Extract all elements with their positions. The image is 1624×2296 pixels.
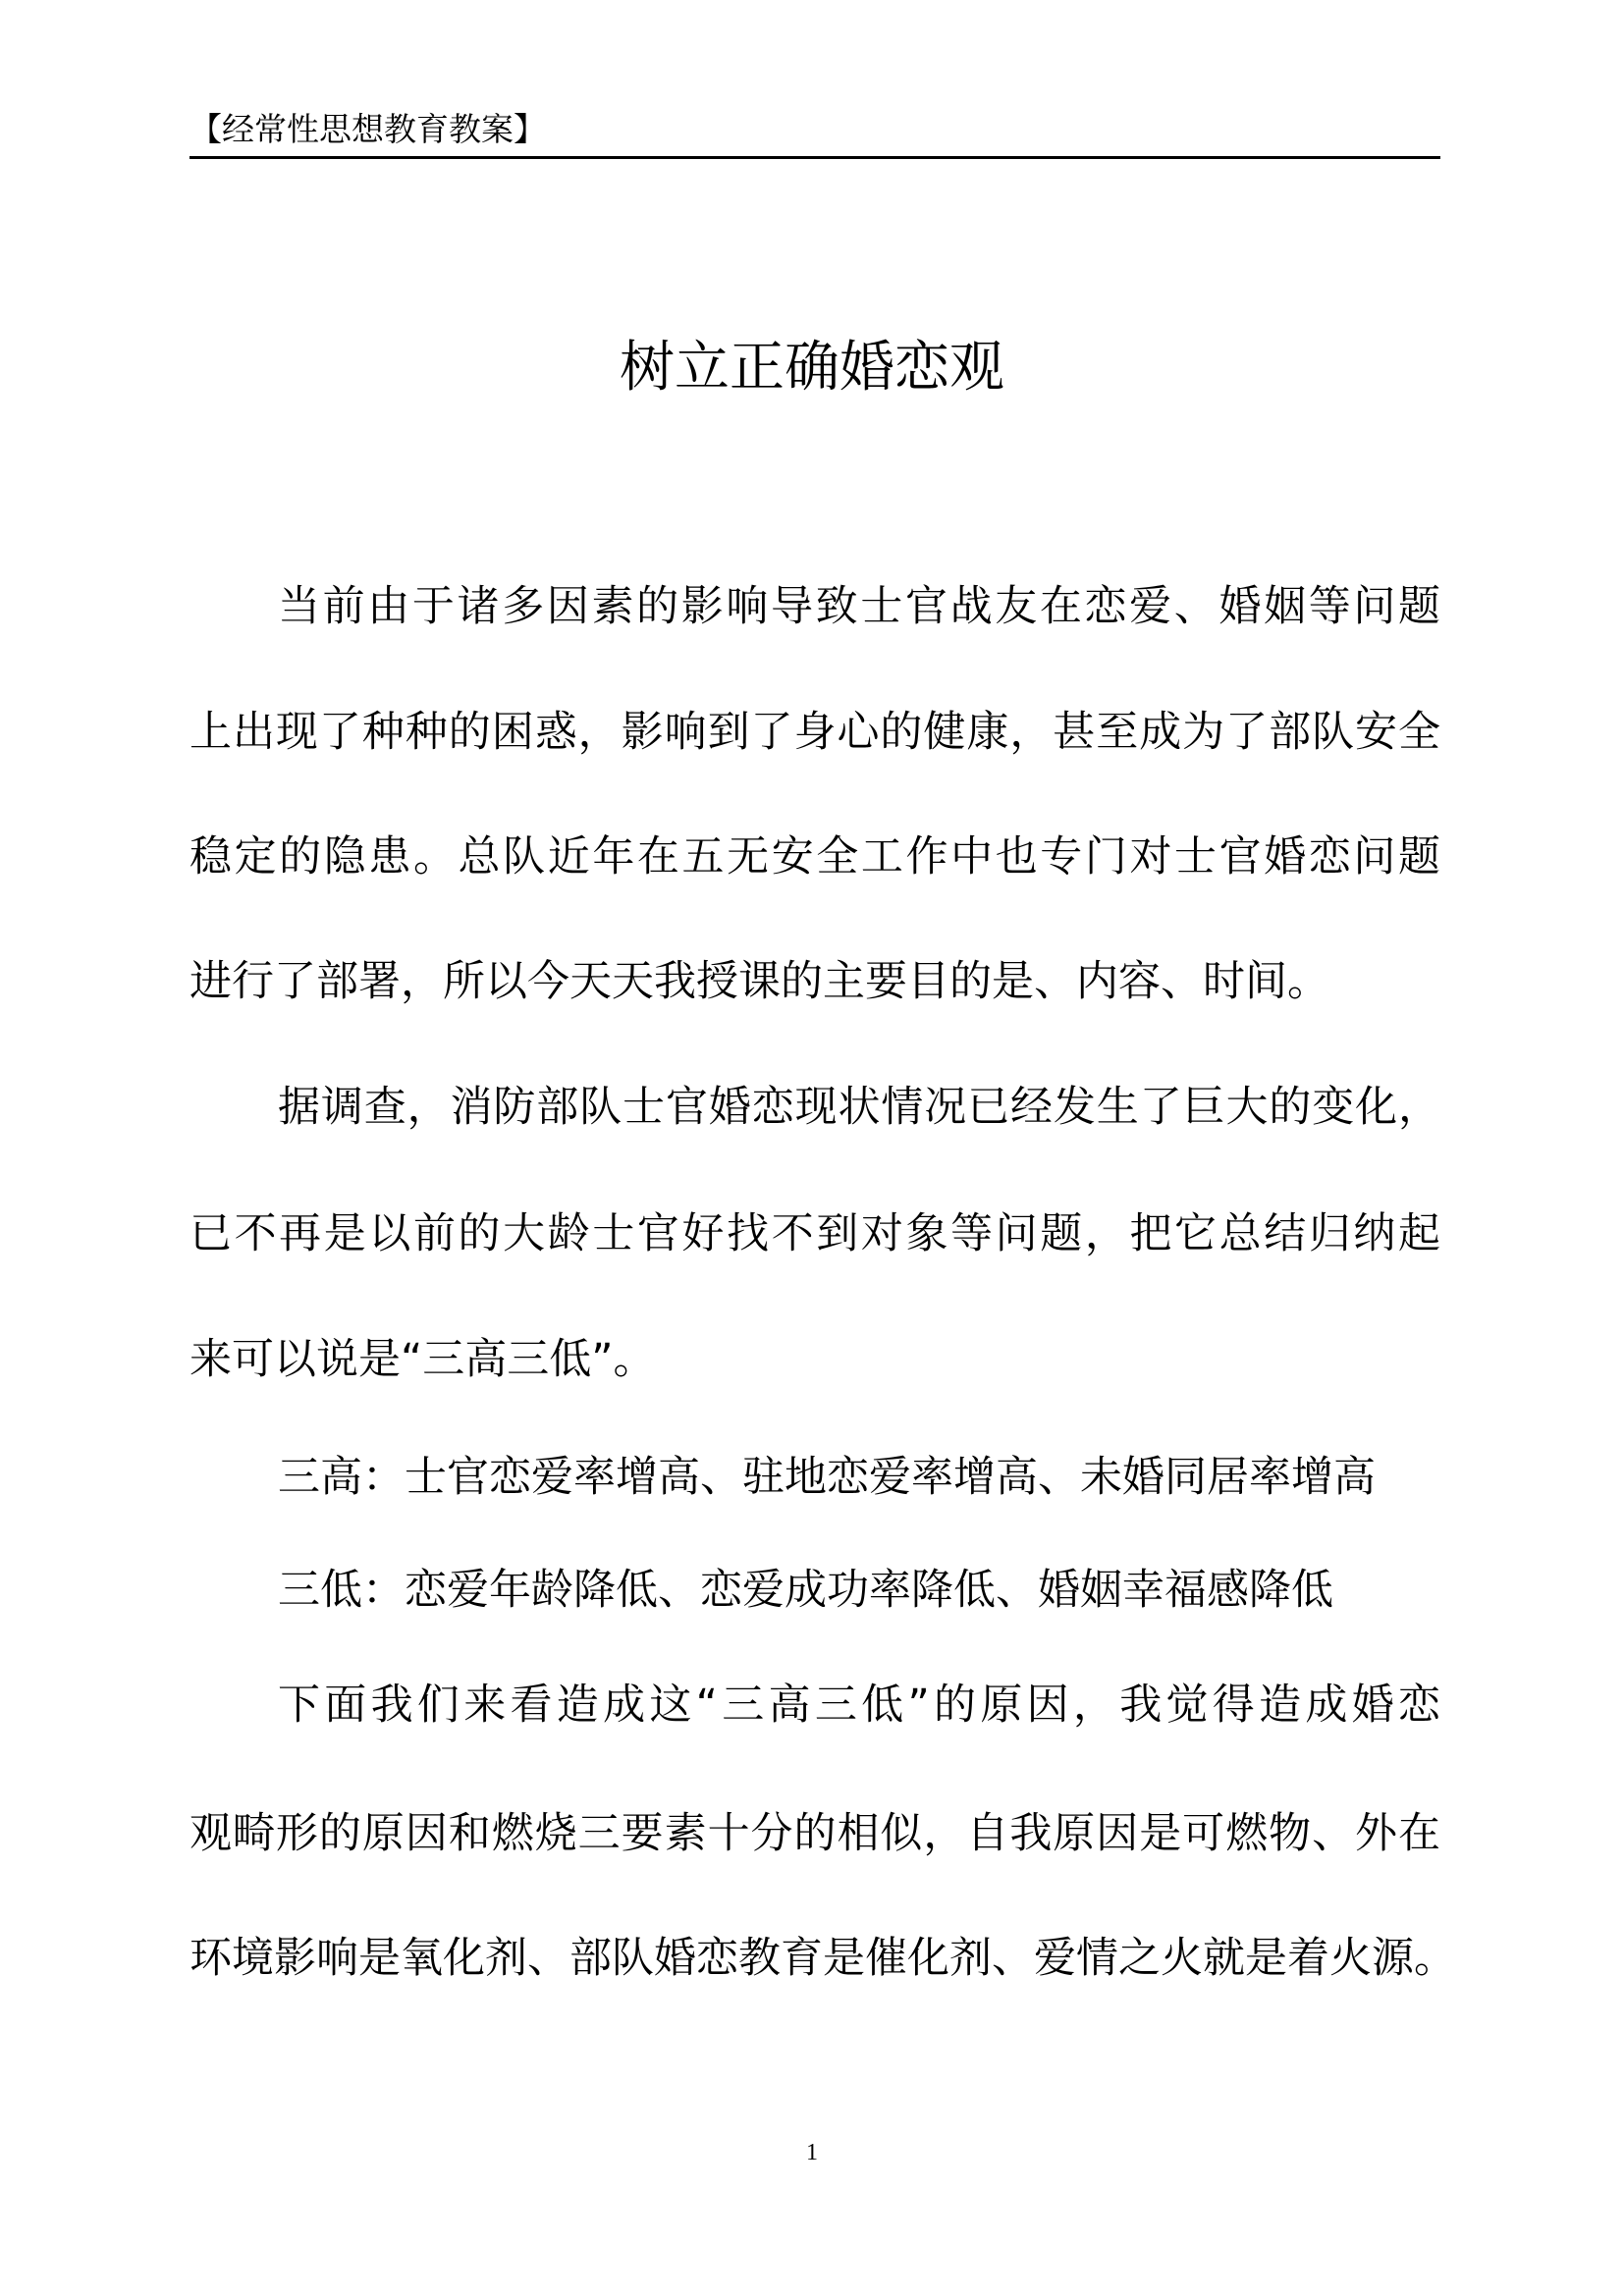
paragraph-line: 观畸形的原因和燃烧三要素十分的相似，自我原因是可燃物、外在 [189, 1809, 1440, 1858]
paragraph-line: 已不再是以前的大龄士官好找不到对象等问题，把它总结归纳起 [189, 1209, 1440, 1258]
page-number: 1 [806, 2140, 818, 2165]
header-rule [189, 156, 1440, 159]
document-header: 【经常性思想教育教案】 [189, 110, 546, 148]
paragraph-line: 上出现了种种的困惑，影响到了身心的健康，甚至成为了部队安全 [189, 708, 1440, 757]
three-highs-line: 三高：士官恋爱率增高、驻地恋爱率增高、未婚同居率增高 [278, 1453, 1376, 1502]
paragraph-line: 当前由于诸多因素的影响导致士官战友在恋爱、婚姻等问题 [278, 582, 1440, 631]
paragraph-line: 下面我们来看造成这“三高三低”的原因，我觉得造成婚恋 [278, 1681, 1440, 1730]
paragraph-line: 进行了部署，所以今天天我授课的主要目的是、内容、时间。 [189, 957, 1329, 1006]
paragraph-line: 据调查，消防部队士官婚恋现状情况已经发生了巨大的变化， [278, 1083, 1440, 1132]
paragraph-line: 稳定的隐患。总队近年在五无安全工作中也专门对士官婚恋问题 [189, 832, 1440, 881]
document-title: 树立正确婚恋观 [620, 336, 1004, 400]
three-lows-line: 三低：恋爱年龄降低、恋爱成功率降低、婚姻幸福感降低 [278, 1566, 1333, 1615]
paragraph-line: 环境影响是氧化剂、部队婚恋教育是催化剂、爱情之火就是着火源。 [189, 1934, 1456, 1983]
paragraph-line: 来可以说是“三高三低”。 [189, 1335, 656, 1384]
